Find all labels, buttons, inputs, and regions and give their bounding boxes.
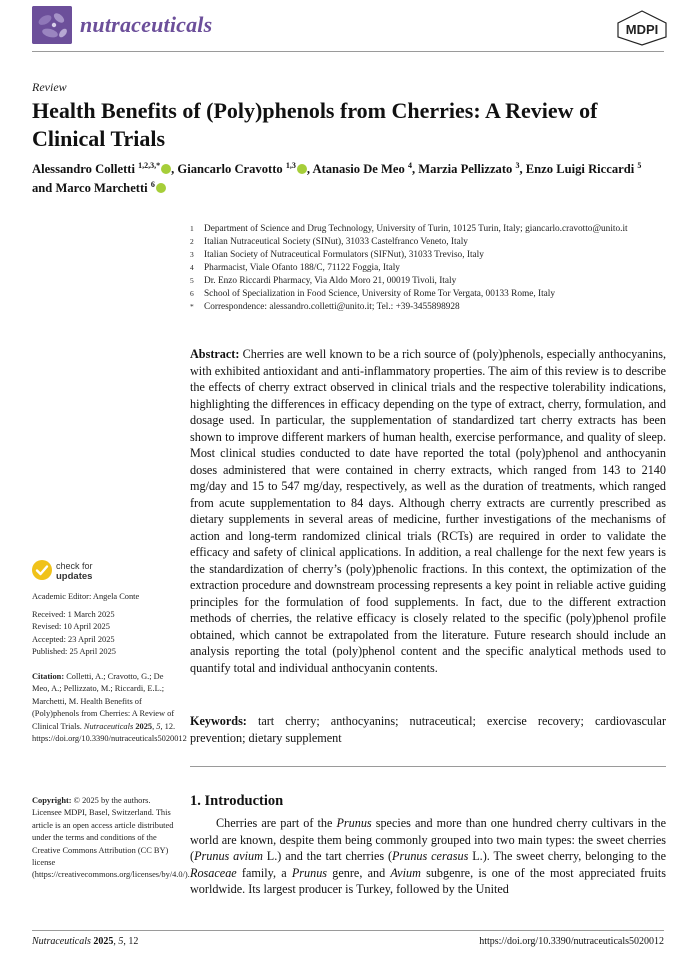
affiliation-text: School of Specialization in Food Science, University of Rome Tor Vergata, 00133 Rome, Italy [204,289,556,299]
intro-text: genre, and [327,865,391,880]
species-name: Rosaceae [190,865,237,880]
affiliation-number: 3 [190,250,194,259]
mdpi-logo-text: MDPI [625,22,659,37]
author-affiliation-marker: 4 [407,160,412,170]
correspondence-item [190,301,670,314]
check-for-updates-badge[interactable] [32,560,122,584]
citation-text: Colletti, A.; Cravotto, G.; De Meo, A.; Pellizzato, M.; Riccardi, E.L.; Marchetti, M. Health Benefits of (Poly)phenols from Cherries: A Review of Clinical Trials. [32,672,175,731]
copyright-label: Copyright: [32,796,72,805]
article-title: Health Benefits of (Poly)phenols from Cherries: A Review of Clinical Trials [32,98,598,151]
citation-journal: Nutraceuticals [83,721,134,731]
date-received: Received: 1 March 2025 [32,610,115,619]
author-name: Enzo Luigi Riccardi [525,162,635,176]
keywords [190,713,666,746]
citation-volume: 5 [156,721,161,731]
author-affiliation-marker: 1,3 [285,160,296,170]
intro-paragraph [190,815,666,898]
footer-year: 2025 [93,936,114,947]
mdpi-logo [616,10,668,46]
abstract-label: Abstract: [190,347,240,361]
citation-block: Citation: Colletti, A.; Cravotto, G.; De Meo, A.; Pellizzato, M.; Riccardi, E.L.; Marchetti, M. Health Benefits of (Poly)phenols from Cherries: A Review of Clinical Trials. Nutraceuticals 2025, 5, 12. https://doi.org/10.3390/nutraceuticals5020012 [32,672,187,744]
species-name: Avium [390,865,421,880]
affiliation-text: Italian Nutraceutical Society (SINut), 31033 Castelfranco Veneto, Italy [204,237,468,247]
author-name: Giancarlo Cravotto [177,162,283,176]
species-name: Prunus cerasus [392,849,469,863]
affiliation-item [190,223,670,236]
orcid-icon[interactable] [297,164,307,174]
footer-doi-link[interactable]: https://doi.org/10.3390/nutraceuticals5020012 [479,936,664,947]
intro-text: subgenre, is one of the most appreciated fruits worldwide. Its largest producer is Turkey, followed by the United [190,865,666,896]
article-type: Review [32,80,67,94]
author-affiliation-marker: 6 [150,179,155,189]
check-updates-line1: check for [56,561,93,571]
journal-logo-graphic [32,6,72,44]
checkmark-icon [32,560,52,580]
footer-divider [32,930,664,931]
author-name: Atanasio De Meo [312,162,405,176]
affiliation-number: 1 [190,224,194,233]
keywords-text: tart cherry; anthocyanins; nutraceutical; exercise recovery; cardiovascular prevention; dietary supplement [190,714,667,745]
affiliation-number: 2 [190,237,194,246]
footer-article-number: , 12 [123,936,139,947]
keywords-label: Keywords: [190,714,247,728]
author-name: Marzia Pellizzato [418,162,513,176]
copyright-text: © 2025 by the authors. Licensee MDPI, Basel, Switzerland. This article is an open access article distributed under the terms and conditions of the Creative Commons Attribution (CC BY) license (https://creativecommons.org/licenses/by/4.0/). [32,796,190,880]
academic-editor: Academic Editor: Angela Conte [32,592,140,601]
footer-citation: Nutraceuticals 2025, 5, 12 [32,936,139,947]
mdpi-logo-graphic [616,10,668,46]
affiliation-text: Pharmacist, Viale Ofanto 188/C, 71122 Foggia, Italy [204,263,400,273]
author-list: Alessandro Colletti $^{1,2,3,*}$ , Giancarlo Cravotto $^{1,3}$ , Atanasio De Meo $^4$, Marzia Pellizzato $^3$, Enzo Luigi Riccardi $^5$ and Marco Marchetti $^6$ [32,160,642,195]
header-divider [32,51,664,52]
publication-dates [32,609,180,659]
affiliation-number: 4 [190,263,194,272]
intro-text: L.) and the tart cherries ( [262,849,393,863]
author-affiliation-marker: 1,2,3,* [138,160,161,170]
species-name: Prunus [291,865,328,880]
affiliation-list [190,223,670,314]
orcid-icon[interactable] [161,164,171,174]
citation-year: 2025 [135,721,153,731]
date-revised: Revised: 10 April 2025 [32,622,110,632]
affiliation-item [190,262,670,275]
check-updates-text [56,561,93,582]
abstract-text: Cherries are well known to be a rich source of (poly)phenols, especially anthocyanins, with exhibited antioxidant and anti-inflammatory properties. The aim of this review is to describe the effects of cherry extract observed in clinical trials and the respective tolerability indications, highlighting the differences in efficacy depending on the type of extract, cherry, formulation, and dosage used. In particular, the supplementation of standardized tart cherry extracts has been shown to improve different markers of human health, exercise performance, and quality of sleep. Most clinical studies conducted to date have reported the total (poly)phenol and anthocyanin doses administered that were contained in cherry extracts, which ranged from 143 to 2140 mg/day and 15 to 547 mg/day, respectively, as well as the duration of treatments, which ranged from acute supplementation to 84 days. Although cherry extracts are currently prescribed as dietary supplements in several areas of medicine, further investigations of the mechanisms of action and long-term randomized clinical trials (RCTs) are required in order to validate the efficacy and safety of clinical applications. In addition, a real challenge for the next few years is the standardization of cherry’s (poly)phenolic fractions. In this context, the optimization of the extraction procedure and downstream processing represents a key point in reliable active guiding principles for the formulation of food supplements. In fact, due to the different extraction methods of cherries, the relative efficacy is closely related to the specific (poly)phenol profile obtained, which cannot be extrapolated from the literature. Future research should include an analysis reporting the total (poly)phenol content and the specific analytical methods used to quantify total and individual anthocyanin contents. [190,347,667,675]
affiliation-number: 6 [190,289,194,298]
author-name: Alessandro Colletti [32,162,135,176]
section-heading: 1. Introduction [190,793,284,809]
journal-logo [32,6,72,44]
citation-label: Citation: [32,672,65,681]
affiliation-number: 5 [190,276,194,285]
author-affiliation-marker: 5 [637,160,642,170]
author-name: Marco Marchetti [55,180,148,195]
affiliation-text: Italian Society of Nutraceutical Formulators (SIFNut), 31033 Treviso, Italy [204,250,484,260]
author-affiliation-marker: 3 [515,160,520,170]
affiliation-text: Dr. Enzo Riccardi Pharmacy, Via Aldo Moro 21, 00019 Tivoli, Italy [204,276,457,286]
affiliation-text: Department of Science and Drug Technology, University of Turin, 10125 Turin, Italy; giancarlo.cravotto@unito.it [204,224,628,234]
check-updates-line2: updates [56,571,93,582]
orcid-icon[interactable] [156,183,166,193]
check-updates-icon [32,560,52,580]
species-name: Prunus avium [194,849,263,863]
section-divider [190,766,666,767]
abstract [190,346,666,676]
intro-text: L.). The sweet cherry, belonging to the [468,849,667,863]
intro-text: family, a [236,865,292,880]
intro-text: Cherries are part of the [216,816,337,830]
intro-text: species and more than one hundred cherry cultivars in the world are known, despite them being commonly grouped into two main types: the sweet cherries ( [190,816,667,863]
affiliation-number: * [190,302,194,311]
affiliation-item [190,249,670,262]
affiliation-item [190,236,670,249]
date-accepted: Accepted: 23 April 2025 [32,634,115,644]
copyright-block [32,795,190,882]
citation-doi[interactable]: , 12. https://doi.org/10.3390/nutraceuticals5020012 [32,721,187,744]
journal-name: nutraceuticals [80,12,213,37]
affiliation-item [190,275,670,288]
footer-volume: 5 [118,936,124,947]
date-published: Published: 25 April 2025 [32,647,116,657]
species-name: Prunus [336,816,372,830]
footer-journal: Nutraceuticals [32,936,91,947]
author-conjunction: and [32,180,53,195]
affiliation-item [190,288,670,301]
correspondence-text: Correspondence: alessandro.colletti@unito.it; Tel.: +39-3455898928 [204,302,460,312]
